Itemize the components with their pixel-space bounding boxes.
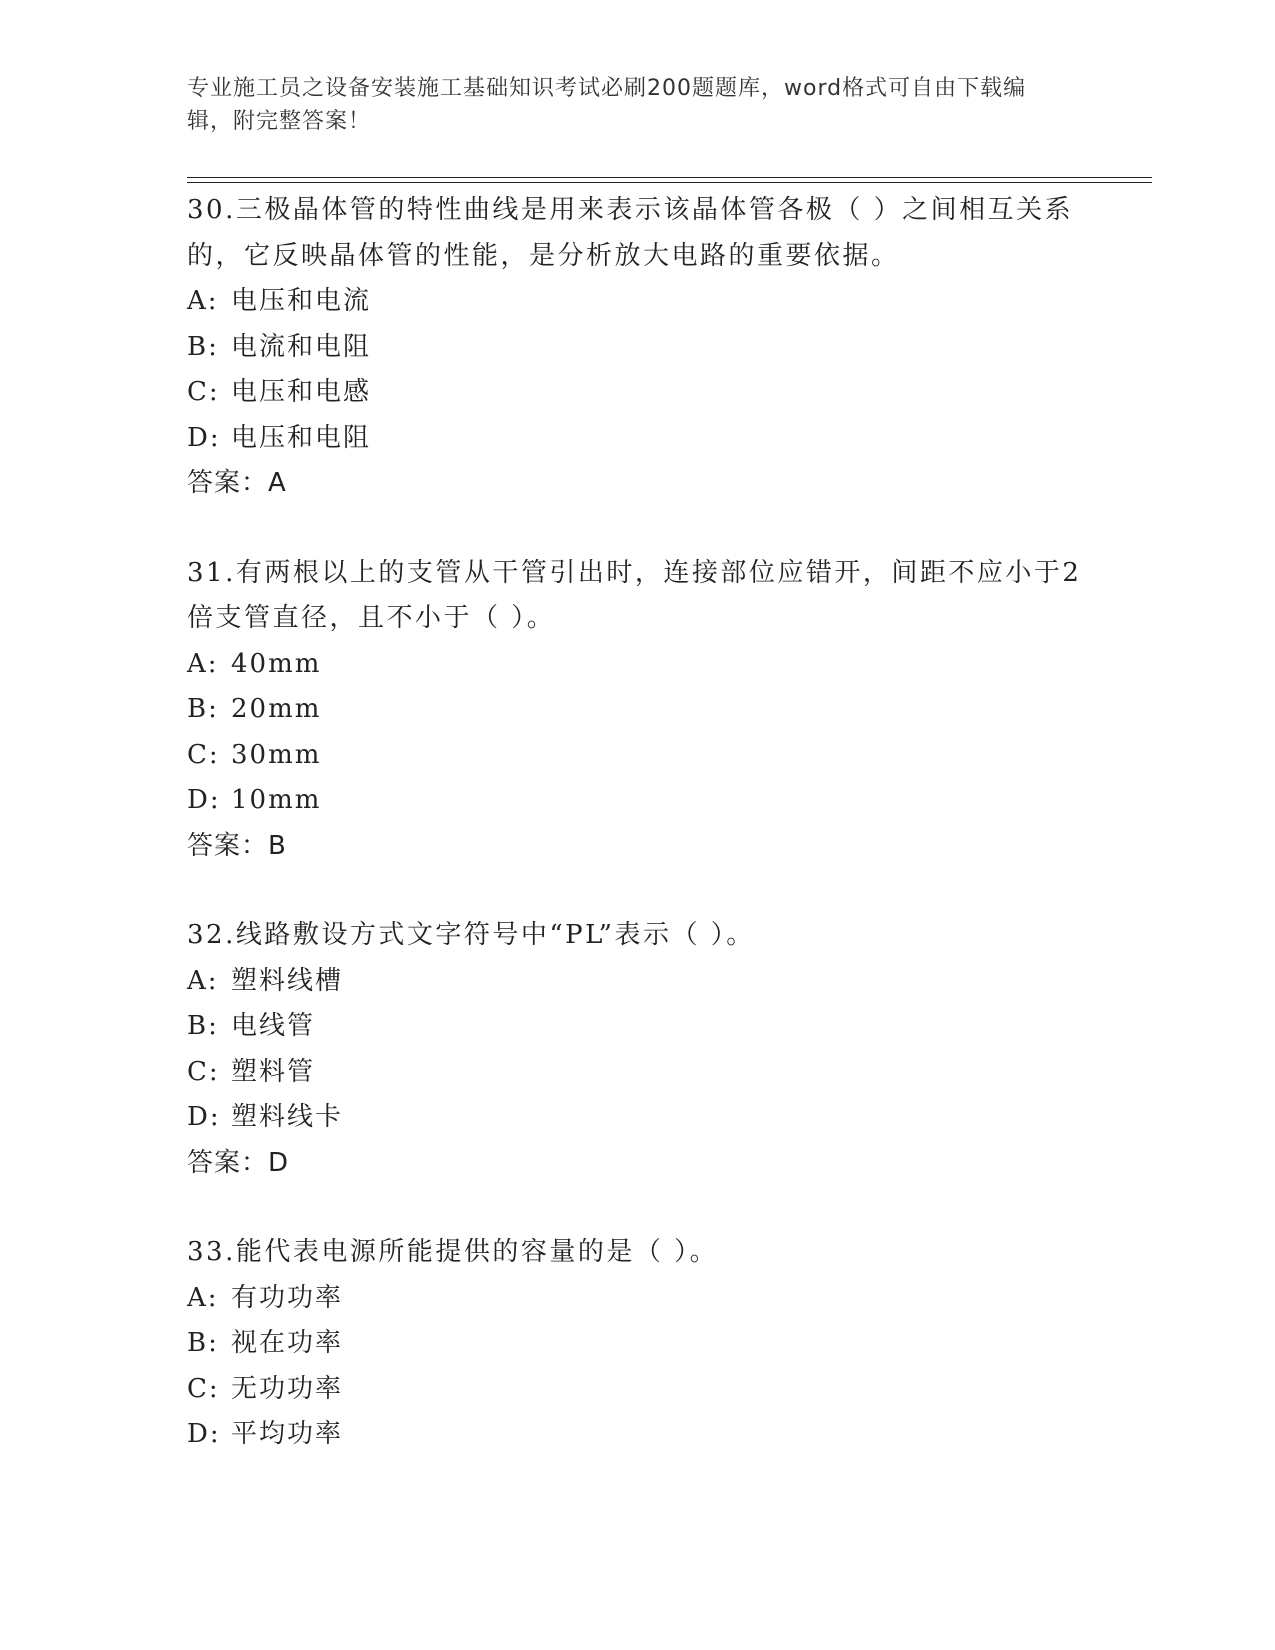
header-rule-bottom xyxy=(187,182,1152,183)
option-d xyxy=(187,416,1087,462)
option-letter: C: xyxy=(187,1373,220,1404)
option-letter: B: xyxy=(187,1011,219,1041)
option-text: 塑料管 xyxy=(231,1056,316,1087)
answer-line: 答案：B xyxy=(187,830,287,861)
option-letter: A: xyxy=(187,965,219,996)
question-32 xyxy=(187,913,1087,1186)
option-text: 电压和电流 xyxy=(231,286,372,316)
answer-line: 答案：A xyxy=(187,468,287,498)
option-letter: C: xyxy=(187,739,220,770)
question-stem: 31.有两根以上的支管从干管引出时，连接部位应错开，间距不应小于2倍支管直径，且不小于（ ）。 xyxy=(187,557,1082,633)
option-text: 电线管 xyxy=(231,1011,316,1041)
option-a xyxy=(187,1276,1087,1322)
option-a xyxy=(187,959,1087,1005)
option-letter: D: xyxy=(187,1419,221,1449)
option-text: 有功功率 xyxy=(231,1282,344,1313)
option-text: 10mm xyxy=(231,785,322,815)
option-text: 30mm xyxy=(231,739,322,770)
option-a xyxy=(187,279,1087,325)
option-letter: A: xyxy=(187,286,219,316)
option-c xyxy=(187,733,1087,779)
option-d xyxy=(187,778,1087,824)
option-c xyxy=(187,1367,1087,1413)
option-text: 电压和电感 xyxy=(231,377,372,407)
option-letter: B: xyxy=(187,694,219,724)
option-text: 20mm xyxy=(231,694,322,724)
question-stem: 32.线路敷设方式文字符号中“PL”表示（ ）。 xyxy=(187,920,755,950)
option-text: 40mm xyxy=(231,648,322,679)
question-stem: 33.能代表电源所能提供的容量的是（ ）。 xyxy=(187,1237,719,1267)
answer-line: 答案：D xyxy=(187,1147,290,1178)
option-letter: A: xyxy=(187,648,219,679)
option-b xyxy=(187,1004,1087,1050)
option-text: 塑料线槽 xyxy=(231,965,344,996)
question-stem: 30.三极晶体管的特性曲线是用来表示该晶体管各极（ ）之间相互关系的，它反映晶体管的性能，是分析放大电路的重要依据。 xyxy=(187,195,1074,271)
option-a xyxy=(187,642,1087,688)
option-b xyxy=(187,325,1087,371)
option-letter: C: xyxy=(187,377,220,407)
option-letter: D: xyxy=(187,1102,221,1132)
option-text: 塑料线卡 xyxy=(231,1102,344,1132)
option-c xyxy=(187,370,1087,416)
option-text: 无功功率 xyxy=(231,1373,344,1404)
option-b xyxy=(187,1321,1087,1367)
option-letter: B: xyxy=(187,331,219,362)
header-rule-top xyxy=(187,177,1152,178)
question-30 xyxy=(187,188,1087,507)
option-b xyxy=(187,687,1087,733)
option-d xyxy=(187,1095,1087,1141)
option-letter: D: xyxy=(187,785,221,815)
option-letter: B: xyxy=(187,1328,219,1358)
option-text: 电压和电阻 xyxy=(231,422,372,453)
question-list xyxy=(187,188,1087,1502)
option-text: 视在功率 xyxy=(231,1328,344,1358)
option-text: 电流和电阻 xyxy=(231,331,372,362)
option-letter: A: xyxy=(187,1282,219,1313)
option-letter: D: xyxy=(187,422,221,453)
option-c xyxy=(187,1050,1087,1096)
option-d xyxy=(187,1412,1087,1458)
question-33 xyxy=(187,1230,1087,1458)
option-letter: C: xyxy=(187,1056,220,1087)
question-31 xyxy=(187,551,1087,870)
option-text: 平均功率 xyxy=(231,1419,344,1449)
document-header: 专业施工员之设备安装施工基础知识考试必刷200题题库，word格式可自由下载编辑，附完整答案！ xyxy=(187,76,1027,134)
